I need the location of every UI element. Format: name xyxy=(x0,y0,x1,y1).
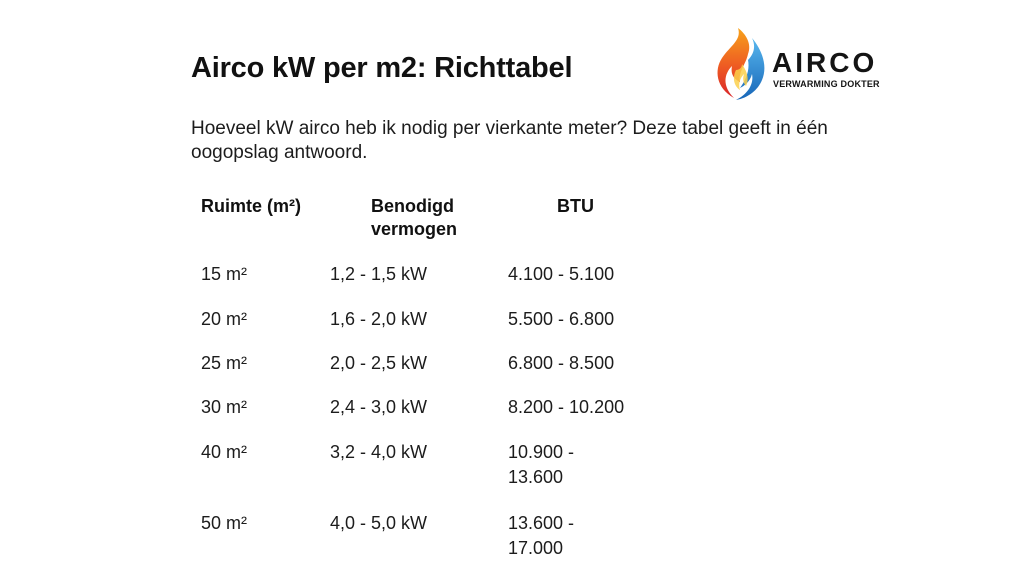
table-cell-ruimte: 40 m² xyxy=(201,442,248,462)
logo-wordmark: AIRCO xyxy=(772,47,878,78)
table-cell-btu: 13.600 - 17.000 xyxy=(508,513,575,558)
table-cell-ruimte: 15 m² xyxy=(201,264,248,284)
table-cell-vermogen: 2,4 - 3,0 kW xyxy=(330,397,428,417)
intro-text: Hoeveel kW airco heb ik nodig per vierkante meter? Deze tabel geeft in één oogopslag antwoord. xyxy=(191,118,828,163)
column-header-ruimte: Ruimte (m²) xyxy=(201,196,301,216)
page-title: Airco kW per m2: Richttabel xyxy=(191,52,573,84)
table-cell-ruimte: 25 m² xyxy=(201,353,248,373)
table-cell-vermogen: 4,0 - 5,0 kW xyxy=(330,513,428,533)
table-cell-ruimte: 20 m² xyxy=(201,309,248,329)
logo-subtitle: VERWARMING DOKTER xyxy=(773,79,880,89)
table-cell-vermogen: 1,6 - 2,0 kW xyxy=(330,309,428,329)
airco-logo xyxy=(708,24,880,104)
column-header-vermogen: Benodigd vermogen xyxy=(371,196,458,239)
flame-logo-icon xyxy=(708,24,770,104)
table-cell-vermogen: 1,2 - 1,5 kW xyxy=(330,264,428,284)
table-cell-ruimte: 50 m² xyxy=(201,513,248,533)
table-cell-btu: 5.500 - 6.800 xyxy=(508,309,615,329)
column-header-btu: BTU xyxy=(557,196,594,216)
table-cell-btu: 10.900 - 13.600 xyxy=(508,442,575,487)
table-cell-vermogen: 3,2 - 4,0 kW xyxy=(330,442,428,462)
table-cell-btu: 4.100 - 5.100 xyxy=(508,264,615,284)
table-cell-ruimte: 30 m² xyxy=(201,397,248,417)
table-cell-btu: 6.800 - 8.500 xyxy=(508,353,615,373)
table-cell-btu: 8.200 - 10.200 xyxy=(508,397,625,417)
table-cell-vermogen: 2,0 - 2,5 kW xyxy=(330,353,428,373)
